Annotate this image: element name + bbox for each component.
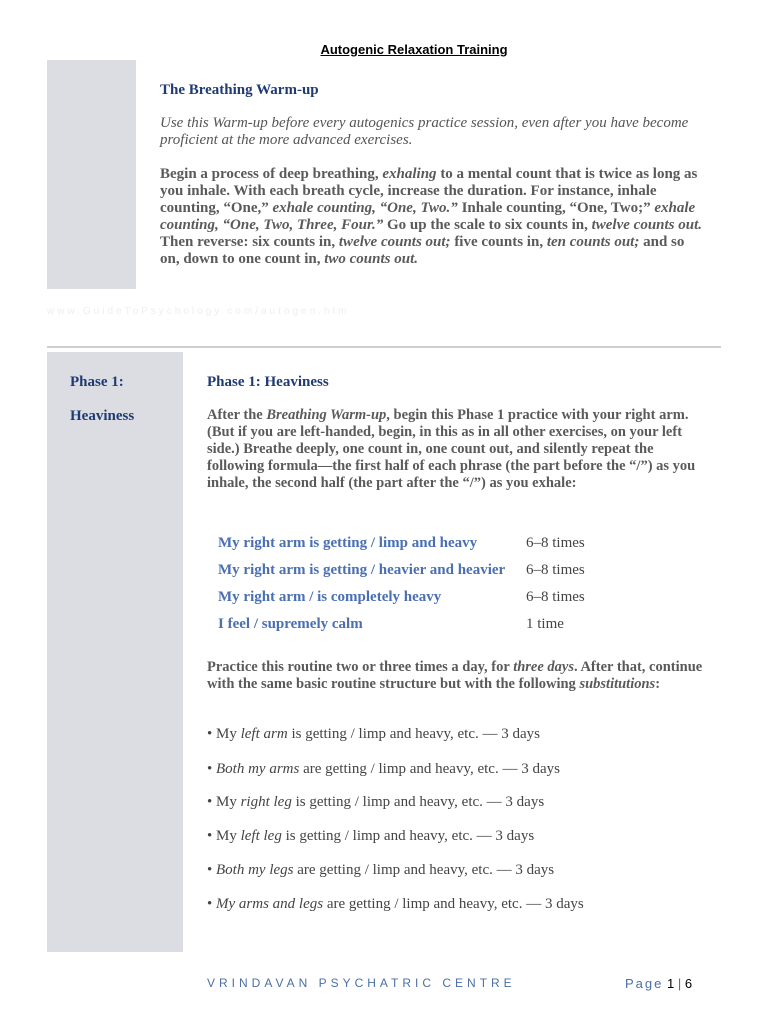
phase-instructions: After the Breathing Warm-up, begin this Phase 1 practice with your right arm. (But if you are left-handed, begin, in this as in all other exercises, on your left side.) Breathe deeply, one count in, one count out, and silently repeat the following formula—the first half of each phrase (the part before the “/”) as you inhale, the second half (the part after the “/”) as you exhale: (207, 407, 696, 491)
page-number: Page 1 | 6 (625, 976, 693, 991)
formula-phrase: My right arm / is completely heavy (218, 589, 442, 605)
phase-subtitle: Heaviness (70, 408, 135, 424)
formula-count: 6–8 times (526, 535, 585, 551)
footer-organization: VRINDAVAN PSYCHATRIC CENTRE (207, 976, 516, 990)
formula-phrase: I feel / supremely calm (218, 616, 363, 632)
formula-phrase: My right arm is getting / limp and heavy (218, 535, 478, 551)
formula-count: 1 time (526, 616, 564, 632)
list-item: • My right leg is getting / limp and heavy, etc. — 3 days (207, 794, 545, 810)
watermark: www.GuideToPsychology.com/autogen.htm (47, 306, 350, 317)
document-title: Autogenic Relaxation Training (320, 42, 508, 57)
list-item: • Both my legs are getting / limp and heavy, etc. — 3 days (207, 862, 555, 878)
breathing-intro: Use this Warm-up before every autogenics practice session, even after you have become proficient at the more advanced exercises. (160, 115, 689, 148)
breathing-instructions: Begin a process of deep breathing, exhaling to a mental count that is twice as long as you inhale. With each breath cycle, increase the duration. For instance, inhale counting, “One,” exhale counting, “One, Two.” Inhale counting, “One, Two;” exhale counting, “One, Two, Three, Four.” Go up the scale to six counts in, twelve counts out. Then reverse: six counts in, twelve counts out; five counts in, ten counts out; and so on, down to one count in, two counts out. (160, 166, 703, 267)
list-item: • My left leg is getting / limp and heavy, etc. — 3 days (207, 828, 535, 844)
sidebar-block-top (47, 60, 136, 289)
practice-instructions: Practice this routine two or three times a day, for three days. After that, continue with the same basic routine structure but with the following substitutions: (207, 659, 703, 692)
list-item: • My left arm is getting / limp and heavy, etc. — 3 days (207, 726, 540, 742)
list-item: • My arms and legs are getting / limp and heavy, etc. — 3 days (207, 896, 584, 912)
divider (47, 346, 721, 348)
sidebar-block-phase (47, 352, 183, 952)
phase-label: Phase 1: (70, 374, 124, 390)
formula-count: 6–8 times (526, 589, 585, 605)
formula-count: 6–8 times (526, 562, 585, 578)
formula-phrase: My right arm is getting / heavier and heavier (218, 562, 506, 578)
breathing-title: The Breathing Warm-up (160, 82, 319, 98)
phase-title: Phase 1: Heaviness (207, 374, 329, 390)
list-item: • Both my arms are getting / limp and heavy, etc. — 3 days (207, 761, 560, 777)
